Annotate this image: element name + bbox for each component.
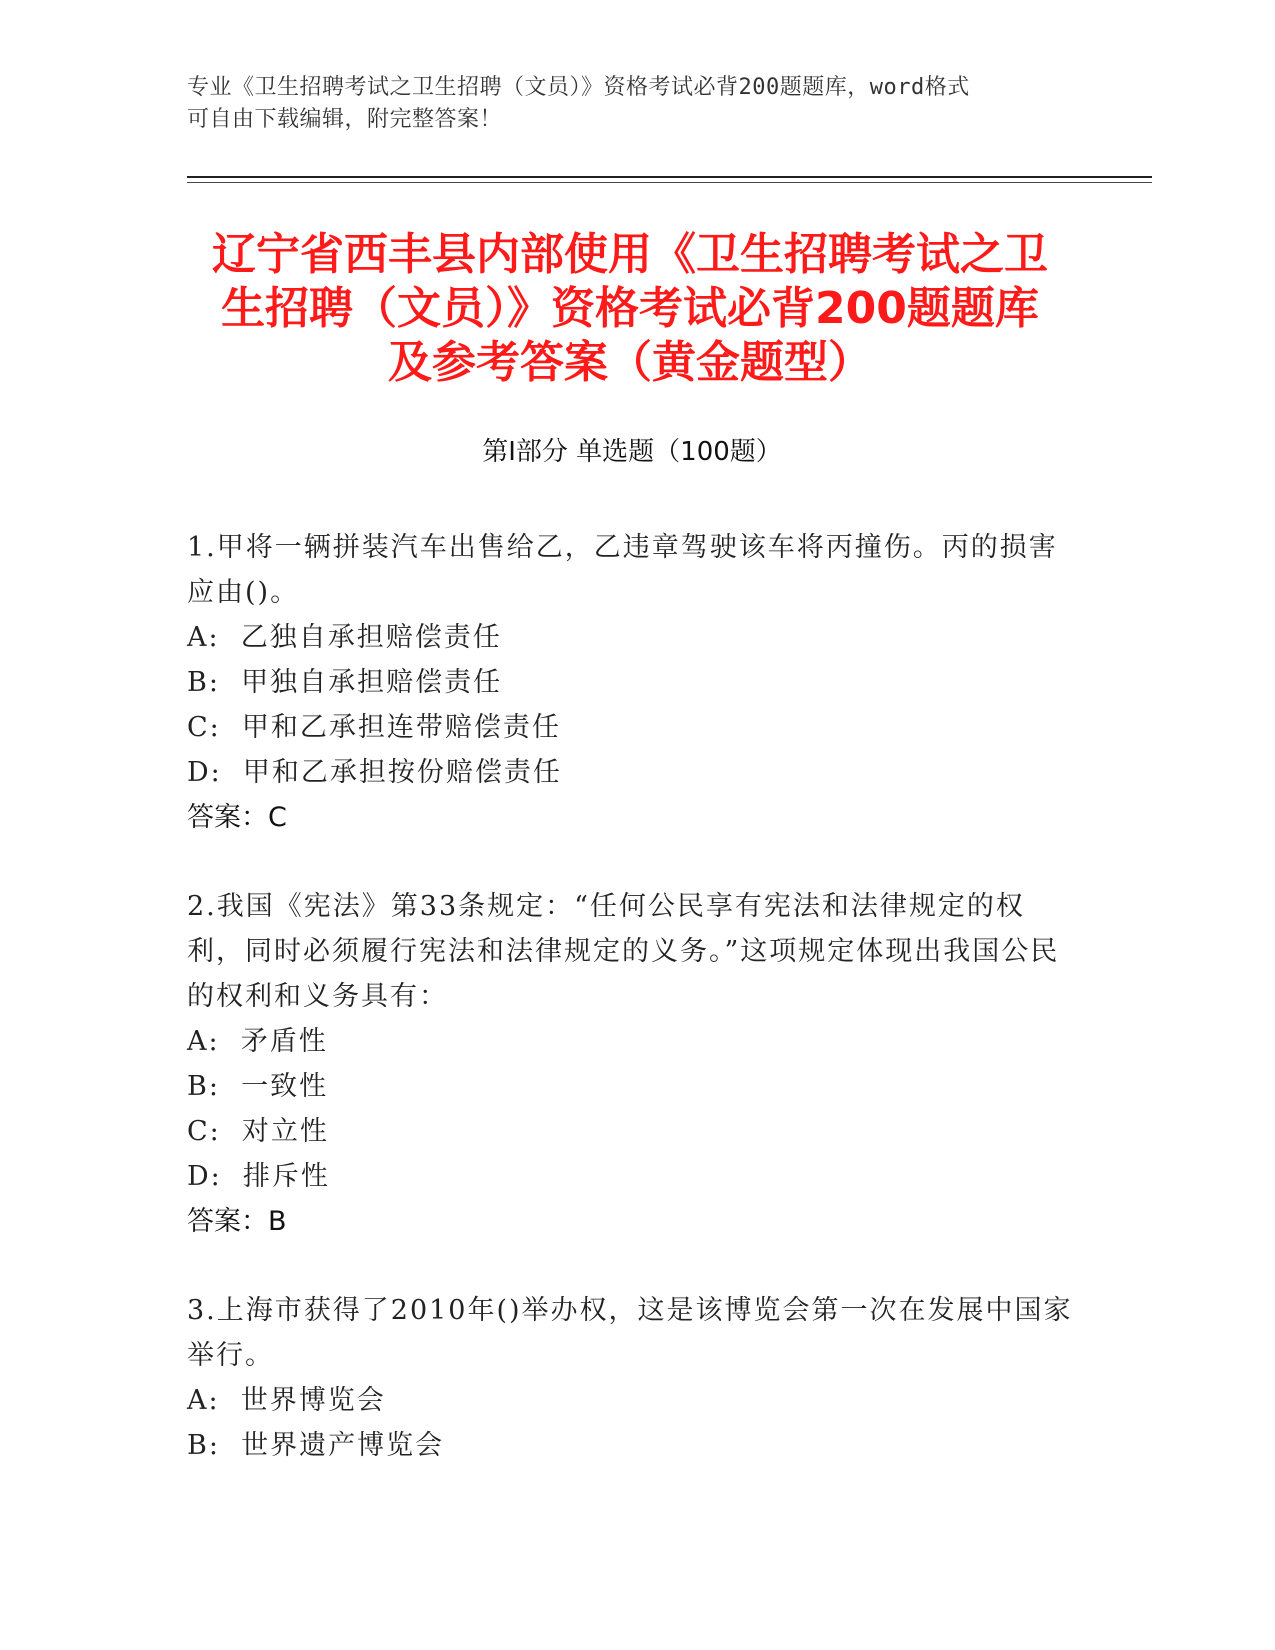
question-1	[187, 525, 1077, 840]
question-stem: 2.我国《宪法》第33条规定：“任何公民享有宪法和法律规定的权利，同时必须履行宪法和法律规定的义务。”这项规定体现出我国公民的权利和义务具有：	[187, 891, 1060, 1012]
header-divider-thick	[187, 176, 1152, 178]
option-b: B: 一致性	[187, 1071, 329, 1102]
question-2	[187, 884, 1077, 1244]
question-stem: 3.上海市获得了2010年()举办权，这是该博览会第一次在发展中国家举行。	[187, 1295, 1073, 1371]
option-b: B: 甲独自承担赔偿责任	[187, 667, 503, 698]
header-divider-thin	[187, 182, 1152, 183]
option-a: A: 世界博览会	[187, 1385, 386, 1416]
answer: 答案：C	[187, 802, 287, 833]
document-title-line-2: 生招聘（文员）》资格考试必背200题题库	[221, 283, 1039, 334]
document-title	[190, 228, 1070, 390]
answer: 答案：B	[187, 1206, 287, 1237]
header-note	[187, 72, 1067, 136]
question-stem: 1.甲将一辆拼装汽车出售给乙，乙违章驾驶该车将丙撞伤。丙的损害应由()。	[187, 532, 1058, 608]
option-d: D: 排斥性	[187, 1161, 330, 1192]
document-title-line-1: 辽宁省西丰县内部使用《卫生招聘考试之卫	[212, 229, 1048, 280]
option-c: C: 对立性	[187, 1116, 329, 1147]
option-d: D: 甲和乙承担按份赔偿责任	[187, 757, 562, 788]
option-c: C: 甲和乙承担连带赔偿责任	[187, 712, 561, 743]
header-note-line-2: 可自由下载编辑，附完整答案！	[187, 107, 503, 132]
question-list	[187, 525, 1077, 1512]
option-a: A: 乙独自承担赔偿责任	[187, 622, 502, 653]
section-heading: 第Ⅰ部分 单选题（100题）	[482, 437, 782, 467]
header-note-line-1: 专业《卫生招聘考试之卫生招聘（文员）》资格考试必背200题题库，word格式	[187, 75, 970, 100]
question-3	[187, 1288, 1077, 1468]
option-a: A: 矛盾性	[187, 1026, 328, 1057]
document-title-line-3: 及参考答案（黄金题型）	[388, 337, 872, 388]
option-b: B: 世界遗产博览会	[187, 1430, 445, 1461]
